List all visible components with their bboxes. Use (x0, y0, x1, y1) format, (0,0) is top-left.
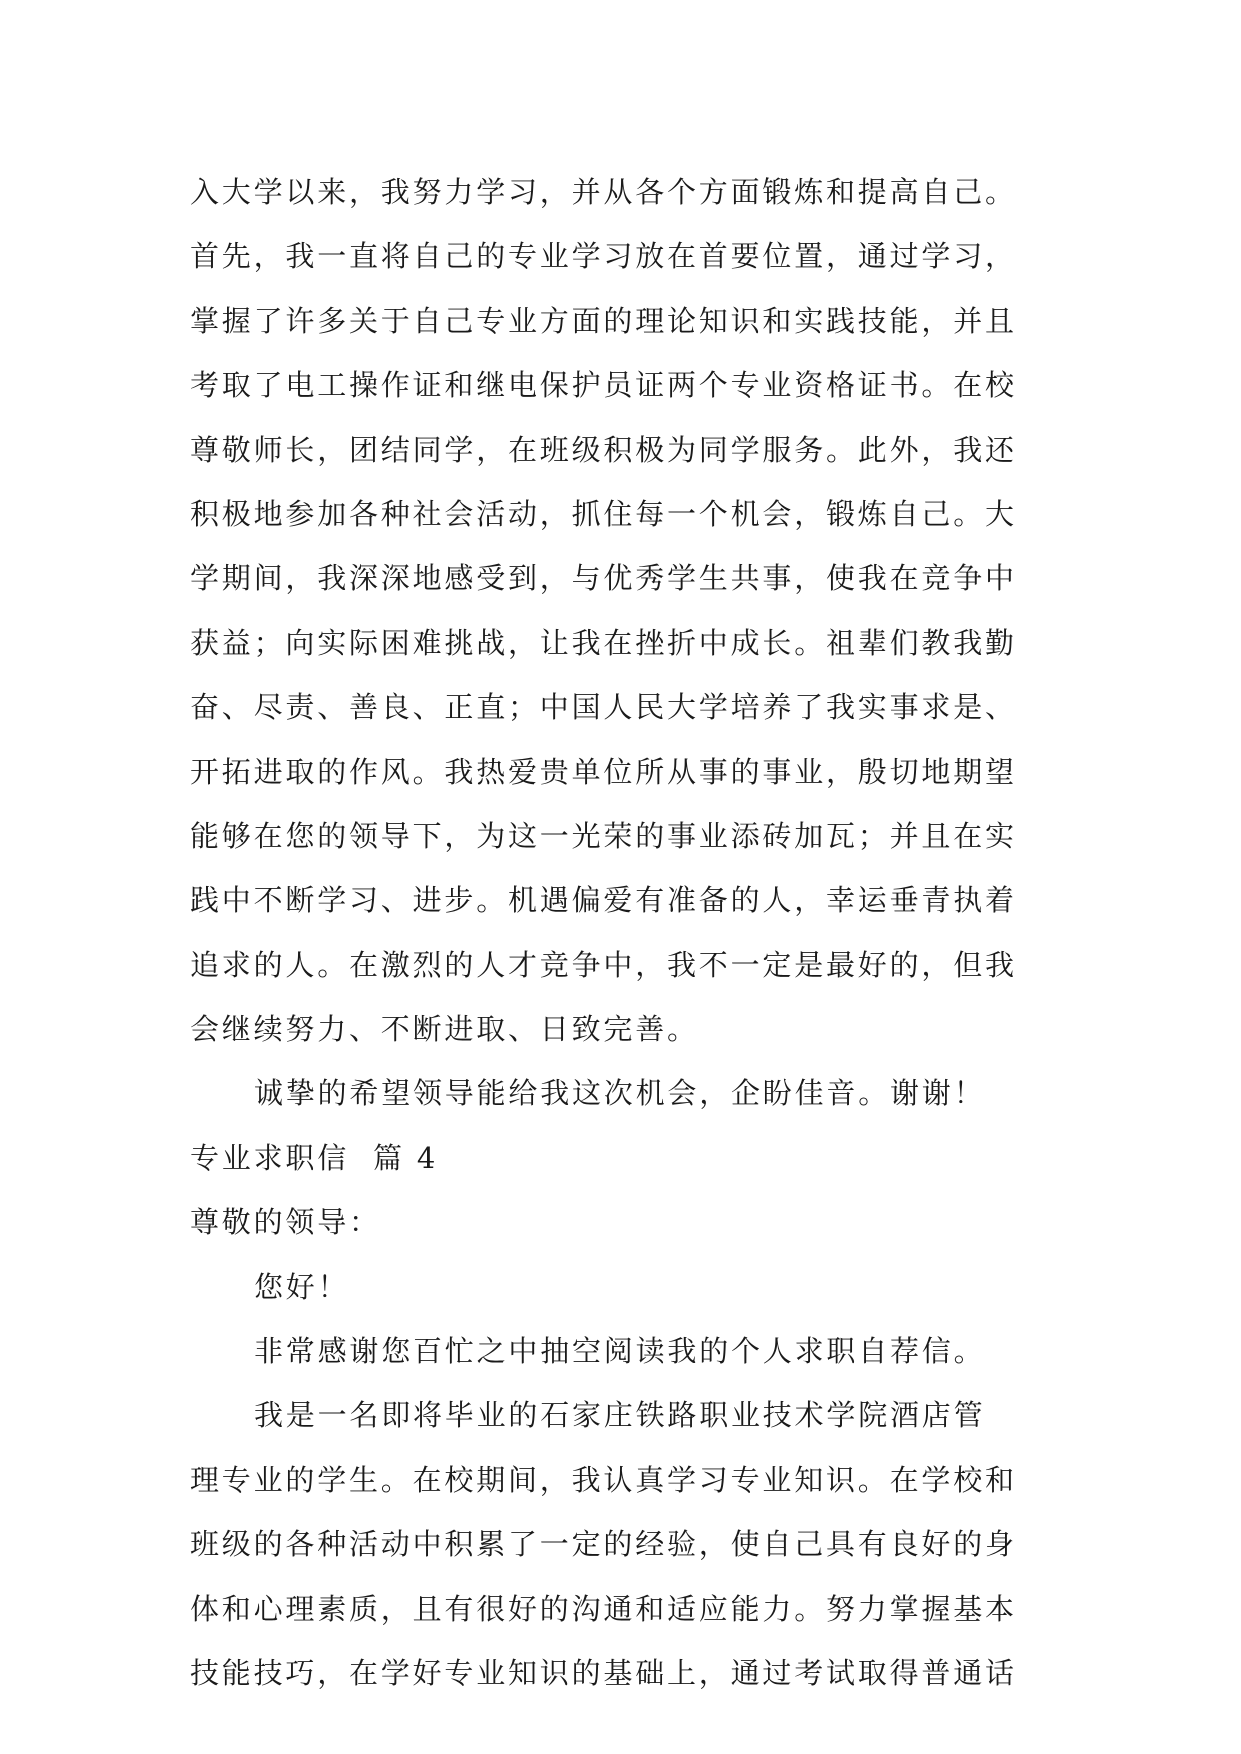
text-line: 能够在您的领导下，为这一光荣的事业添砖加瓦；并且在实 (190, 818, 1017, 853)
text-line: 学期间，我深深地感受到，与优秀学生共事，使我在竞争中 (190, 561, 1017, 596)
text-line: 积极地参加各种社会活动，抓住每一个机会，锻炼自己。大 (190, 496, 1017, 531)
text-line: 尊敬师长，团结同学，在班级积极为同学服务。此外，我还 (190, 432, 1017, 467)
text-line: 入大学以来，我努力学习，并从各个方面锻炼和提高自己。 (190, 175, 1017, 209)
text-line: 技能技巧，在学好专业知识的基础上，通过考试取得普通话 (190, 1655, 1017, 1690)
text-line: 非常感谢您百忙之中抽空阅读我的个人求职自荐信。 (254, 1334, 986, 1369)
salutation: 尊敬的领导： (190, 1205, 381, 1240)
document-body (190, 160, 1050, 1705)
text-line: 我是一名即将毕业的石家庄铁路职业技术学院酒店管 (254, 1398, 986, 1433)
text-line: 会继续努力、不断进取、日致完善。 (190, 1012, 699, 1047)
text-line: 追求的人。在激烈的人才竞争中，我不一定是最好的，但我 (190, 947, 1017, 982)
section-heading: 专业求职信 篇 4 (190, 1140, 439, 1175)
text-line: 班级的各种活动中积累了一定的经验，使自己具有良好的身 (190, 1527, 1017, 1562)
text-line: 考取了电工操作证和继电保护员证两个专业资格证书。在校 (190, 368, 1017, 403)
closing-line: 诚挚的希望领导能给我这次机会，企盼佳音。谢谢！ (254, 1076, 986, 1111)
text-line: 获益；向实际困难挑战，让我在挫折中成长。祖辈们教我勤 (190, 625, 1017, 660)
text-line: 开拓进取的作风。我热爱贵单位所从事的事业，殷切地期望 (190, 754, 1017, 789)
text-line: 首先，我一直将自己的专业学习放在首要位置，通过学习， (190, 239, 1017, 274)
greeting: 您好！ (254, 1269, 350, 1304)
text-line: 掌握了许多关于自己专业方面的理论知识和实践技能，并且 (190, 303, 1017, 338)
text-line: 践中不断学习、进步。机遇偏爱有准备的人，幸运垂青执着 (190, 883, 1017, 918)
text-line: 奋、尽责、善良、正直；中国人民大学培养了我实事求是、 (190, 690, 1017, 725)
text-line: 理专业的学生。在校期间，我认真学习专业知识。在学校和 (190, 1462, 1017, 1497)
text-line: 体和心理素质，且有很好的沟通和适应能力。努力掌握基本 (190, 1591, 1017, 1626)
